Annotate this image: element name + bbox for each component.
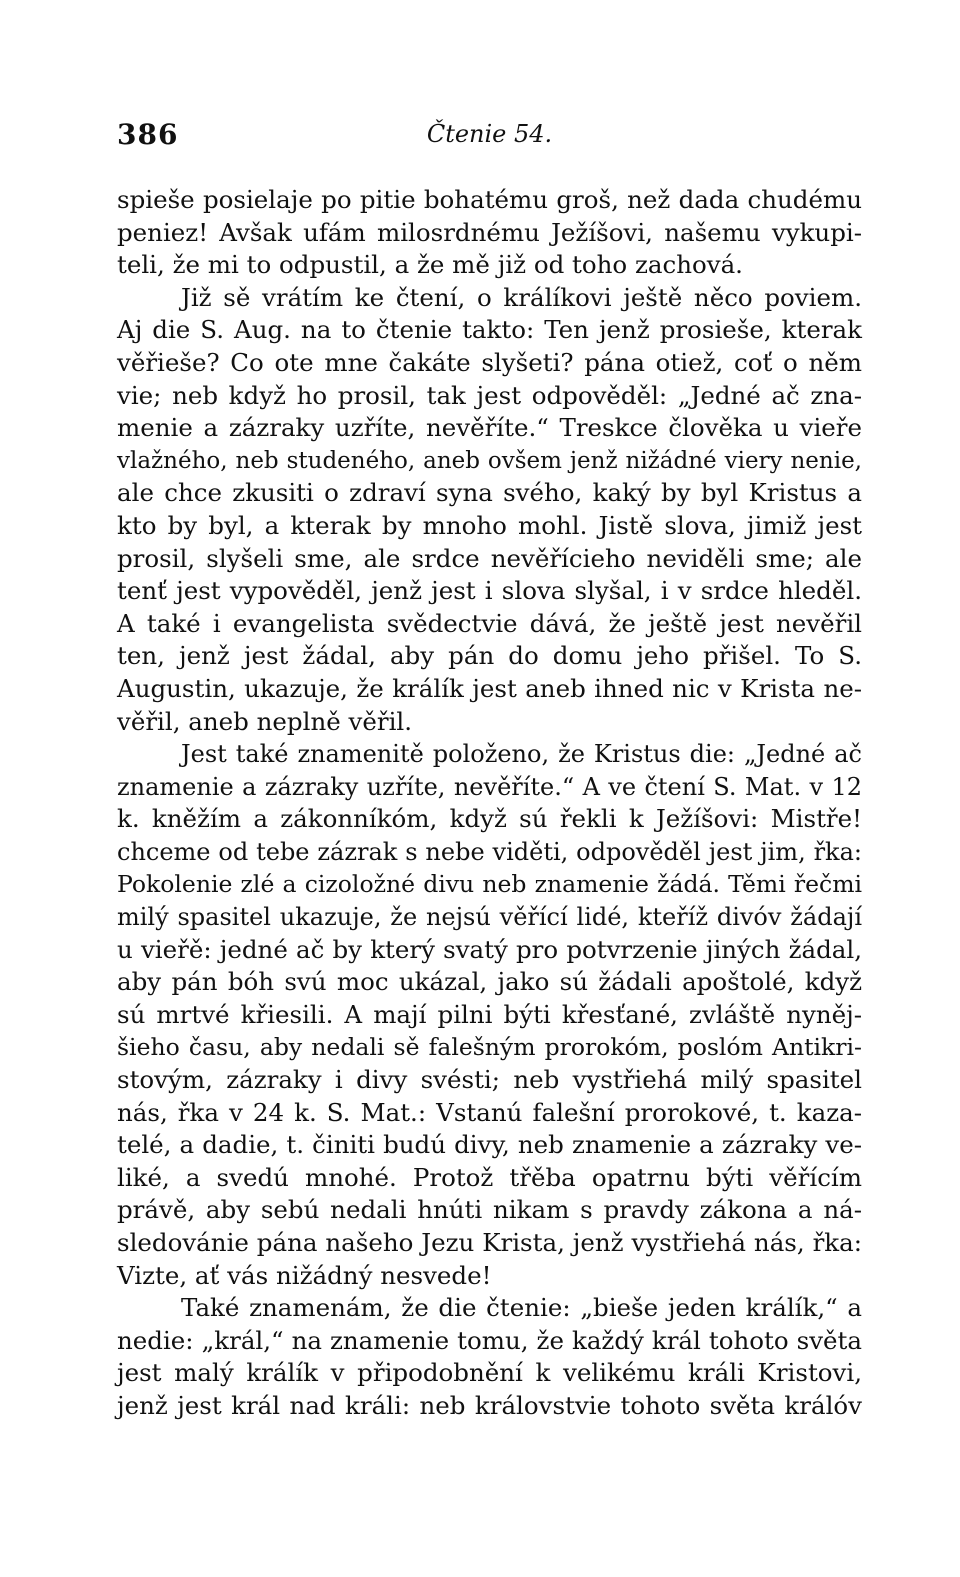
- text-line: Také znamenám, že die čtenie: „bieše jeden králík,“ a: [181, 1293, 862, 1323]
- text-line: chceme od tebe zázrak s nebe viděti, odpověděl jest jim, řka:: [117, 837, 862, 866]
- text-line: věřieše? Co ote mne čakáte slyšeti? pána otiež, coť o něm: [117, 347, 862, 377]
- text-line: znamenie a zázraky uzříte, nevěříte.“ A ve čtení S. Mat. v 12: [117, 772, 862, 801]
- text-line: aby pán bóh svú moc ukázal, jako sú žádali apoštolé, když: [117, 967, 862, 997]
- text-line: Již sě vrátím ke čtení, o králíkovi ještě něco poviem.: [181, 282, 862, 312]
- text-line: právě, aby sebú nedali hnúti nikam s pravdy zákona a ná-: [117, 1195, 862, 1225]
- text-line: vie; neb když ho prosil, tak jest odpověděl: „Jedné ač zna-: [117, 380, 862, 410]
- text-line: sledovánie pána našeho Jezu Krista, jenž vystřiehá nás, řka:: [117, 1228, 862, 1257]
- text-line: nás, řka v 24 k. S. Mat.: Vstanú falešní prorokové, t. kaza-: [117, 1097, 862, 1127]
- text-line: stovým, zázraky i divy svésti; neb vystřiehá milý spasitel: [117, 1065, 862, 1095]
- text-line: peniez! Avšak ufám milosrdnému Ježíšovi, našemu vykupi-: [117, 217, 862, 247]
- text-line: teli, že mi to odpustil, a že mě již od toho zachová.: [117, 250, 743, 280]
- page-header: [117, 118, 862, 158]
- text-line: milý spasitel ukazuje, že nejsú věřící lidé, kteříž divóv žádají: [117, 903, 862, 932]
- text-line: Aj die S. Aug. na to čtenie takto: Ten jenž prosieše, kterak: [117, 315, 862, 345]
- text-line: jenž jest král nad králi: neb královstvie tohoto světa králóv: [117, 1390, 862, 1420]
- text-line: telé, a dadie, t. činiti budú divy, neb znamenie a zázraky ve-: [117, 1130, 862, 1160]
- text-line: A také i evangelista svědectvie dává, že ještě jest nevěřil: [117, 608, 862, 638]
- text-line: nedie: „král,“ na znamenie tomu, že každý král tohoto světa: [117, 1325, 862, 1355]
- text-line: šieho času, aby nedali sě falešným prorokóm, poslóm Antikri-: [117, 1033, 862, 1062]
- text-line: sú mrtvé křiesili. A mají pilni býti křesťané, zvláště nyněj-: [117, 999, 862, 1029]
- text-line: jest malý králík v připodobnění k velikému králi Kristovi,: [117, 1358, 862, 1388]
- page-number: 386: [117, 118, 179, 151]
- text-line: menie a zázraky uzříte, nevěříte.“ Treskce člověka u vieře: [117, 413, 862, 443]
- text-line: Jest také znamenitě položeno, že Kristus die: „Jedné ač: [181, 740, 862, 769]
- text-line: prosil, slyšeli sme, ale srdce nevěřícieho neviděli sme; ale: [117, 543, 862, 573]
- text-line: Pokolenie zlé a cizoložné divu neb znamenie žádá. Těmi řečmi: [117, 870, 862, 899]
- text-line: věřil, aneb neplně věřil.: [117, 706, 413, 736]
- text-line: kto by byl, a kterak by mnoho mohl. Jistě slova, jimiž jest: [117, 510, 862, 540]
- running-title: Čtenie 54.: [426, 120, 553, 148]
- text-line: spieše posielaje po pitie bohatému groš, než dada chudému: [117, 185, 862, 214]
- body-text: [117, 184, 862, 1423]
- text-line: ale chce zkusiti o zdraví syna svého, kaký by byl Kristus a: [117, 478, 862, 508]
- text-line: vlažného, neb studeného, aneb ovšem jenž nižádné viery nenie,: [117, 447, 862, 474]
- text-line: u vieřě: jedné ač by který svatý pro potvrzenie jiných žádal,: [117, 934, 862, 964]
- text-line: Augustin, ukazuje, že králík jest aneb ihned nic v Krista ne-: [117, 673, 862, 703]
- text-line: Vizte, ať vás nižádný nesvede!: [117, 1260, 492, 1290]
- text-line: tenť jest vypověděl, jenž jest i slova slyšal, i v srdce hleděl.: [117, 576, 862, 606]
- text-line: liké, a svedú mnohé. Protož třěba opatrnu býti věřícím: [117, 1162, 862, 1192]
- text-line: ten, jenž jest žádal, aby pán do domu jeho přišel. To S.: [117, 641, 862, 671]
- text-line: k. kněžím a zákonníkóm, když sú řekli k Ježíšovi: Mistře!: [117, 804, 862, 834]
